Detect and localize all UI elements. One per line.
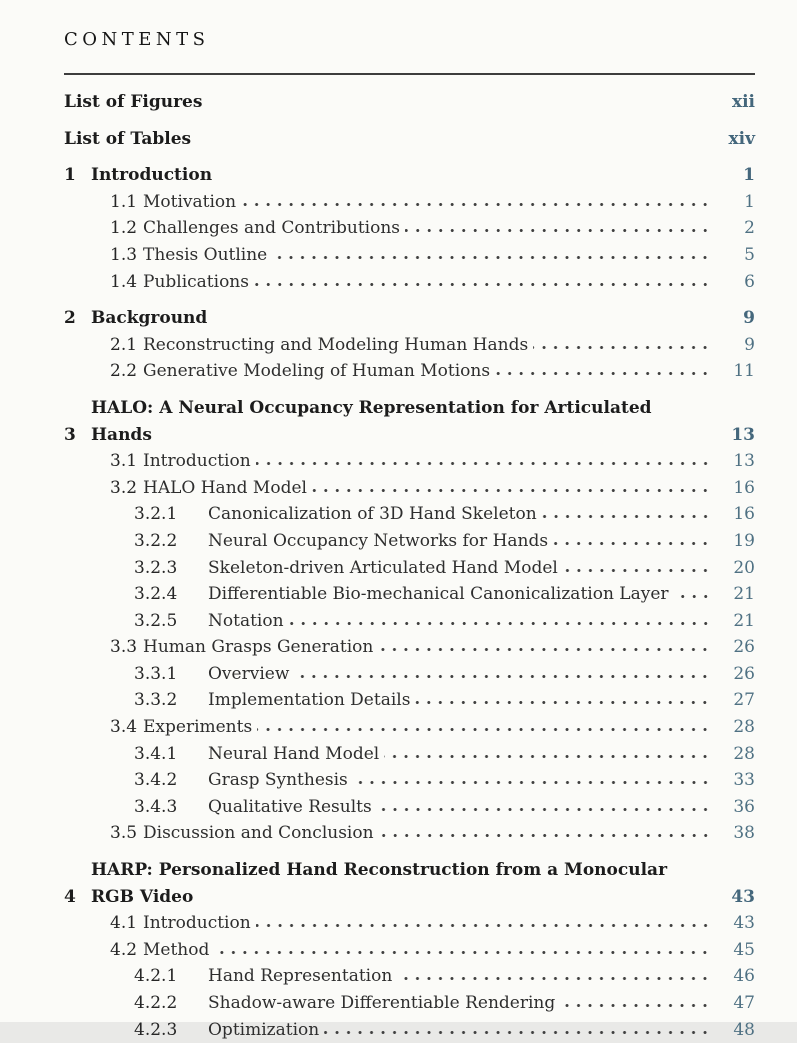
dot-leader (256, 923, 711, 928)
entry-number: 3.4.1 (134, 743, 178, 764)
entry-number: 1.4 (110, 271, 138, 292)
entry-page: 28 (733, 717, 755, 738)
entry-title: Implementation Details (208, 690, 411, 711)
entry-number: 2.1 (110, 334, 138, 355)
heading-rule (64, 73, 755, 75)
entry-title: Discussion and Conclusion (143, 823, 374, 844)
dot-leader (254, 282, 711, 287)
dot-leader (257, 727, 711, 732)
entry-title: Neural Hand Model (208, 743, 380, 764)
entry-page: xiv (728, 128, 755, 149)
entry-page: 2 (744, 218, 755, 239)
entry-page: 16 (733, 504, 755, 525)
entry-title: Differentiable Bio-mechanical Canonicalization Layer (208, 584, 669, 605)
entry-number: 1 (64, 165, 76, 186)
entry-number: 3.2.5 (134, 610, 178, 631)
entry-page: 43 (733, 913, 755, 934)
toc-entry[interactable] (64, 269, 755, 296)
dot-leader (397, 976, 711, 981)
dot-leader (542, 514, 711, 519)
entry-page: 26 (733, 663, 755, 684)
entry-number: 3.3.1 (134, 663, 178, 684)
toc-entry[interactable] (64, 242, 755, 269)
entry-number: 3.2.4 (134, 584, 178, 605)
entry-title: Experiments (143, 717, 253, 738)
toc-entry[interactable] (64, 1017, 755, 1043)
dot-leader (378, 647, 711, 652)
dot-leader (560, 1003, 711, 1008)
toc-entry[interactable] (64, 501, 755, 528)
entry-page: 36 (733, 796, 755, 817)
entry-page: 21 (733, 610, 755, 631)
dot-leader (353, 780, 711, 785)
toc-entry[interactable] (64, 358, 755, 385)
entry-number: 4 (64, 886, 76, 907)
entry-title: Reconstructing and Modeling Human Hands (143, 334, 529, 355)
entry-page: 19 (733, 530, 755, 551)
entry-number: 3.3 (110, 637, 138, 658)
entry-title: Thesis Outline (143, 244, 268, 265)
entry-title: Challenges and Contributions (143, 218, 401, 239)
dot-leader (256, 461, 711, 466)
entry-number: 3.4.3 (134, 796, 178, 817)
toc-entry[interactable] (64, 661, 755, 688)
entry-page: 26 (733, 637, 755, 658)
toc-entry[interactable] (64, 215, 755, 242)
toc-entry[interactable] (64, 990, 755, 1017)
entry-page: 13 (731, 424, 755, 445)
entry-page: 47 (733, 993, 755, 1013)
entry-title: Background (91, 308, 208, 329)
toc-entry[interactable] (64, 857, 755, 910)
entry-page: 16 (733, 477, 755, 498)
page-title: CONTENTS (64, 29, 210, 50)
entry-number: 3.2.1 (134, 504, 178, 525)
dot-leader (384, 754, 711, 759)
entry-page: 43 (731, 886, 755, 907)
dot-leader (294, 674, 711, 679)
dot-leader (672, 857, 711, 862)
toc-entry[interactable] (64, 963, 755, 990)
dot-leader (563, 568, 711, 573)
dot-leader (241, 202, 711, 207)
entry-title: Qualitative Results (208, 796, 372, 817)
entry-title: Shadow-aware Differentiable Rendering (208, 993, 556, 1013)
toc-entry[interactable] (64, 634, 755, 661)
dot-leader (495, 371, 711, 376)
toc-entry[interactable] (64, 794, 755, 821)
toc-entry[interactable] (64, 162, 755, 189)
toc-entry[interactable] (64, 332, 755, 359)
toc-entry[interactable] (64, 89, 755, 116)
toc-entry[interactable] (64, 475, 755, 502)
entry-title: Method (143, 939, 210, 960)
entry-number: 2 (64, 308, 76, 329)
entry-title: Human Grasps Generation (143, 637, 374, 658)
entry-title: Overview (208, 663, 290, 684)
entry-title: HALO: A Neural Occupancy Representation for Articulated Hands (91, 397, 652, 445)
entry-number: 1.2 (110, 218, 138, 239)
entry-number: 1.3 (110, 244, 138, 265)
entry-title: Canonicalization of 3D Hand Skeleton (208, 504, 537, 525)
entry-page: 38 (733, 823, 755, 844)
entry-page: 9 (744, 334, 755, 355)
toc-entry[interactable] (64, 581, 755, 608)
toc-entry[interactable] (64, 687, 755, 714)
dot-leader (377, 807, 711, 812)
entry-number: 3.5 (110, 823, 138, 844)
entry-number: 4.2.2 (134, 993, 178, 1013)
entry-page: 13 (733, 451, 755, 472)
entry-page: 9 (743, 308, 755, 329)
entry-page: 33 (733, 770, 755, 791)
entry-number: 4.1 (110, 913, 138, 934)
entry-number: 3.4 (110, 717, 138, 738)
entry-page: 46 (733, 966, 755, 987)
toc-entry[interactable] (64, 126, 755, 153)
entry-number: 3.2 (110, 477, 138, 498)
dot-leader (217, 162, 711, 167)
dot-leader (214, 950, 711, 955)
dot-leader (196, 139, 711, 144)
entry-number: 3.2.2 (134, 530, 178, 551)
entry-page: 27 (733, 690, 755, 711)
dot-leader (405, 228, 711, 233)
dot-leader (207, 102, 711, 107)
entry-page: 1 (744, 191, 755, 212)
entry-page: xii (731, 92, 755, 112)
toc-entry[interactable] (64, 937, 755, 964)
dot-leader (272, 255, 711, 260)
entry-number: 3.1 (110, 451, 138, 472)
entry-title: HARP: Personalized Hand Reconstruction from a Monocular RGB Video (91, 860, 668, 907)
dot-leader (553, 541, 711, 546)
dot-leader (312, 488, 711, 493)
toc-entry[interactable] (64, 820, 755, 847)
entry-number: 4.2 (110, 939, 138, 960)
dot-leader (674, 594, 711, 599)
entry-title: Introduction (143, 451, 251, 472)
toc-entry[interactable] (64, 555, 755, 582)
entry-page: 11 (733, 361, 755, 382)
entry-title: Skeleton-driven Articulated Hand Model (208, 557, 558, 578)
entry-number: 3.4.2 (134, 770, 178, 791)
toc-entry[interactable] (64, 448, 755, 475)
entry-page: 1 (743, 165, 755, 186)
entry-title: Motivation (143, 191, 237, 212)
toc-entry[interactable] (64, 189, 755, 216)
entry-title: Notation (208, 610, 284, 631)
entry-page: 45 (733, 939, 755, 960)
dot-leader (379, 833, 711, 838)
entry-title: Optimization (208, 1019, 320, 1040)
entry-page: 28 (733, 743, 755, 764)
entry-number: 1.1 (110, 191, 138, 212)
dot-leader (289, 621, 711, 626)
entry-title: Publications (143, 271, 249, 292)
entry-number: 3 (64, 424, 76, 445)
dot-leader (533, 345, 711, 350)
entry-title: List of Figures (64, 92, 203, 112)
entry-page: 21 (733, 584, 755, 605)
entry-title: HALO Hand Model (143, 477, 307, 498)
entry-number: 3.2.3 (134, 557, 178, 578)
toc-entry[interactable] (64, 910, 755, 937)
entry-page: 20 (733, 557, 755, 578)
entry-number: 2.2 (110, 361, 138, 382)
toc-entry[interactable] (64, 528, 755, 555)
entry-title: Introduction (91, 165, 213, 186)
entry-title: List of Tables (64, 128, 192, 149)
toc-entry[interactable] (64, 741, 755, 768)
toc-entry[interactable] (64, 305, 755, 332)
entry-number: 3.3.2 (134, 690, 178, 711)
dot-leader (415, 700, 711, 705)
toc-entry[interactable] (64, 714, 755, 741)
entry-number: 4.2.1 (134, 966, 178, 987)
entry-title: Introduction (143, 913, 251, 934)
dot-leader (324, 1030, 711, 1035)
dot-leader (707, 395, 711, 400)
toc-entry[interactable] (64, 395, 755, 448)
entry-title: Grasp Synthesis (208, 770, 348, 791)
entry-number: 4.2.3 (134, 1019, 178, 1040)
entry-title: Hand Representation (208, 966, 393, 987)
entry-page: 48 (733, 1019, 755, 1040)
entry-page: 6 (744, 271, 755, 292)
entry-title: Generative Modeling of Human Motions (143, 361, 491, 382)
dot-leader (212, 305, 711, 310)
toc-entry[interactable] (64, 608, 755, 635)
toc-entry[interactable] (64, 767, 755, 794)
toc-list (64, 89, 755, 1043)
entry-title: Neural Occupancy Networks for Hands (208, 530, 549, 551)
entry-page: 5 (744, 244, 755, 265)
